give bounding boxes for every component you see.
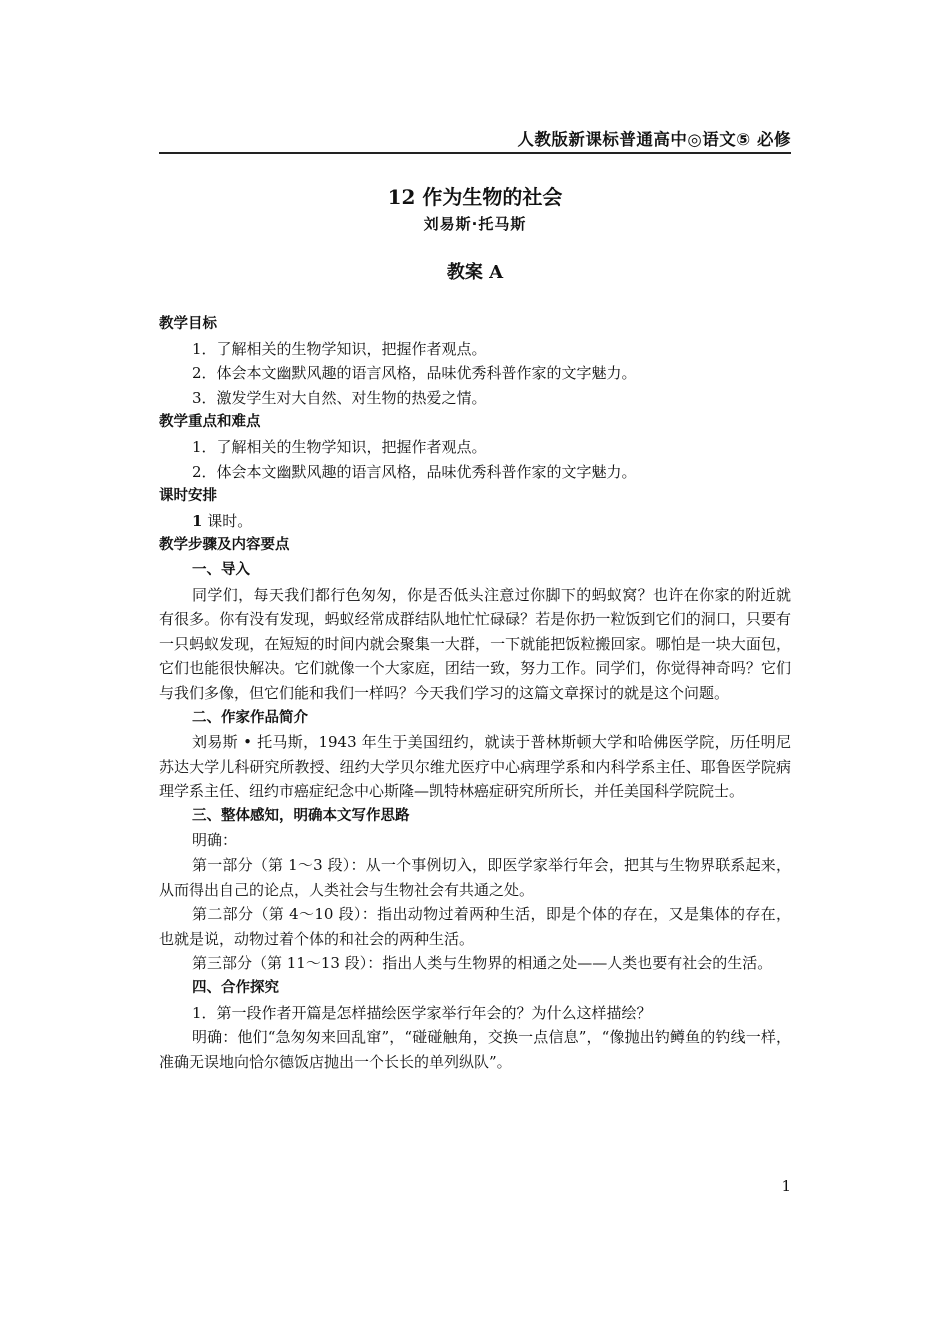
author-name: 刘易斯·托马斯 [423,215,527,233]
overall-part-3: 第三部分（第 11～13 段）：指出人类与生物界的相通之处——人类也要有社会的生活。 [192,954,773,973]
goals-heading: 教学目标 [159,316,217,332]
explore-question-1: 1．第一段作者开篇是怎样描绘医学家举行年会的？为什么这样描绘？ [192,1003,652,1022]
explore-heading: 四、合作探究 [192,980,279,997]
page-number: 1 [781,1177,791,1195]
author-intro-heading: 二、作家作品简介 [192,709,308,726]
steps-heading: 教学步骤及内容要点 [159,537,290,554]
overall-part-2: 第二部分（第 4～10 段）：指出动物过着两种生活，即是个体的存在，又是集体的存在，也就是说，动物过着个体的和社会的两种生活。 [159,905,791,948]
schedule-unit: 课时。 [202,511,253,530]
goal-item: 1．了解相关的生物学知识，把握作者观点。 [192,339,487,358]
schedule-heading: 课时安排 [159,488,217,505]
plan-title: 教案 A [446,262,504,283]
overall-part-1: 第一部分（第 1～3 段）：从一个事例切入，即医学家举行年会，把其与生物界联系起来，从而得出自己的论点，人类社会与生物社会有共通之处。 [159,856,791,899]
header-rule [159,152,791,154]
overall-clarify: 明确： [192,831,238,850]
schedule-count: 1 [192,511,203,530]
key-points-heading: 教学重点和难点 [159,414,261,431]
goal-item: 2．体会本文幽默风趣的语言风格，品味优秀科普作家的文字魅力。 [192,364,637,383]
document-body [159,312,791,1074]
intro-heading: 一、导入 [192,561,250,578]
key-point-item: 1．了解相关的生物学知识，把握作者观点。 [192,437,487,456]
schedule-text [159,509,791,534]
lesson-title: 12 作为生物的社会 [387,185,563,209]
explore-answer-1: 明确：他们“急匆匆来回乱窜”，“碰碰触角，交换一点信息”，“像抛出钓鳟鱼的钓线一样，准确无误地向恰尔德饭店抛出一个长长的单列纵队”。 [159,1028,791,1071]
running-header: 人教版新课标普通高中◎语文⑤ 必修 [517,130,791,149]
overall-heading: 三、整体感知，明确本文写作思路 [192,807,410,824]
author-intro-paragraph: 刘易斯 • 托马斯，1943 年生于美国纽约，就读于普林斯顿大学和哈佛医学院，历任明尼苏达大学儿科研究所教授、纽约大学贝尔维尤医疗中心病理学系和内科学系主任、耶鲁医学院病理学系主任、纽约市癌症纪念中心斯隆—凯特林癌症研究所所长，并任美国科学院院士。 [159,733,791,801]
goal-item: 3．激发学生对大自然、对生物的热爱之情。 [192,388,487,407]
intro-paragraph: 同学们，每天我们都行色匆匆，你是否低头注意过你脚下的蚂蚁窝？也许在你家的附近就有很多。你有没有发现，蚂蚁经常成群结队地忙忙碌碌？若是你扔一粒饭到它们的洞口，只要有一只蚂蚁发现，在短短的时间内就会聚集一大群，一下就能把饭粒搬回家。哪怕是一块大面包，它们也能很快解决。它们就像一个大家庭，团结一致，努力工作。同学们，你觉得神奇吗？它们与我们多像，但它们能和我们一样吗？今天我们学习的这篇文章探讨的就是这个问题。 [159,585,791,702]
key-point-item: 2．体会本文幽默风趣的语言风格，品味优秀科普作家的文字魅力。 [192,462,637,481]
